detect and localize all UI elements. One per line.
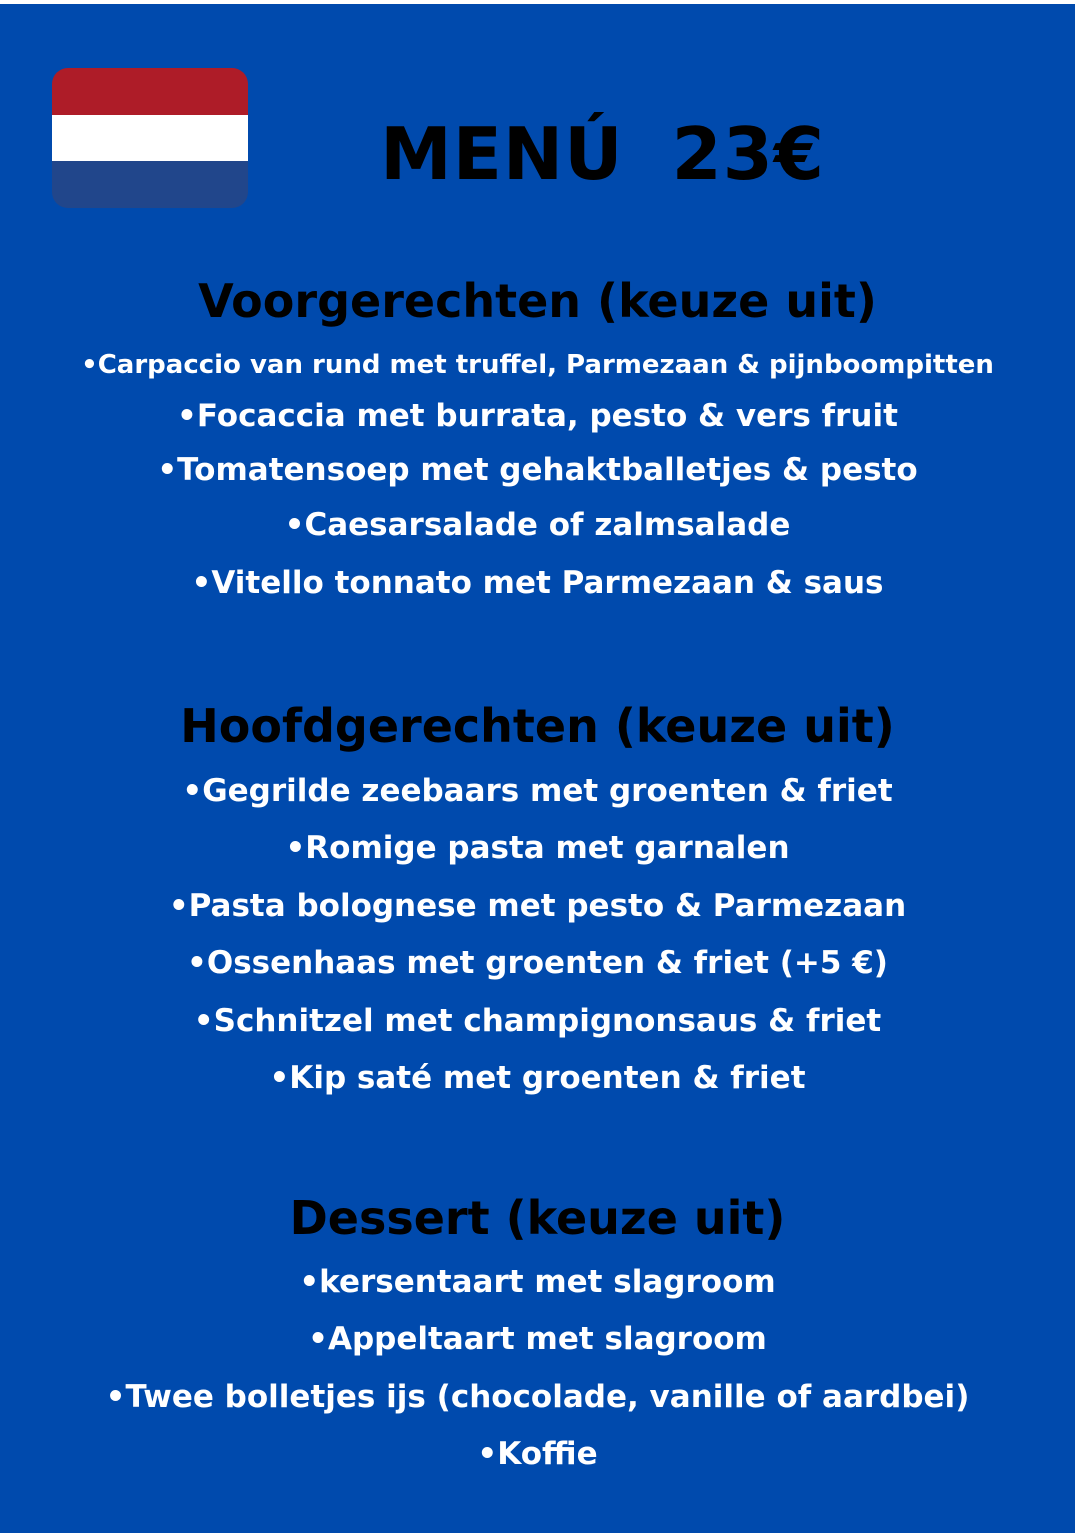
list-item: • Schnitzel met champignonsaus & friet xyxy=(0,1003,1075,1039)
list-item: • Kip saté met groenten & friet xyxy=(0,1060,1075,1096)
list-item: • Tomatensoep met gehaktballetjes & pesto xyxy=(0,452,1075,488)
section-heading-dessert: Dessert (keuze uit) xyxy=(289,1191,786,1245)
list-item: • Twee bolletjes ijs (chocolade, vanille of aardbei) xyxy=(0,1379,1075,1415)
list-item: • Appeltaart met slagroom xyxy=(0,1321,1075,1357)
list-item: • Romige pasta met garnalen xyxy=(0,830,1075,866)
menu-price: 23€ xyxy=(671,112,825,196)
menu-title-label: MENÚ xyxy=(380,112,624,196)
list-item: • kersentaart met slagroom xyxy=(0,1264,1075,1300)
section-heading-starters: Voorgerechten (keuze uit) xyxy=(198,274,877,328)
list-item: • Koffie xyxy=(0,1436,1075,1472)
list-item: • Gegrilde zeebaars met groenten & friet xyxy=(0,773,1075,809)
list-item: • Ossenhaas met groenten & friet (+5 €) xyxy=(0,945,1075,981)
menu-title xyxy=(0,112,1075,196)
list-item: • Focaccia met burrata, pesto & vers fruit xyxy=(0,398,1075,434)
list-item: • Caesarsalade of zalmsalade xyxy=(0,507,1075,543)
list-item: • Carpaccio van rund met truffel, Parmezaan & pijnboompitten xyxy=(0,350,1075,380)
menu-page xyxy=(0,4,1075,1533)
flag-stripe-red xyxy=(52,68,248,115)
section-heading-mains: Hoofdgerechten (keuze uit) xyxy=(180,699,895,753)
list-item: • Vitello tonnato met Parmezaan & saus xyxy=(0,565,1075,601)
list-item: • Pasta bolognese met pesto & Parmezaan xyxy=(0,888,1075,924)
